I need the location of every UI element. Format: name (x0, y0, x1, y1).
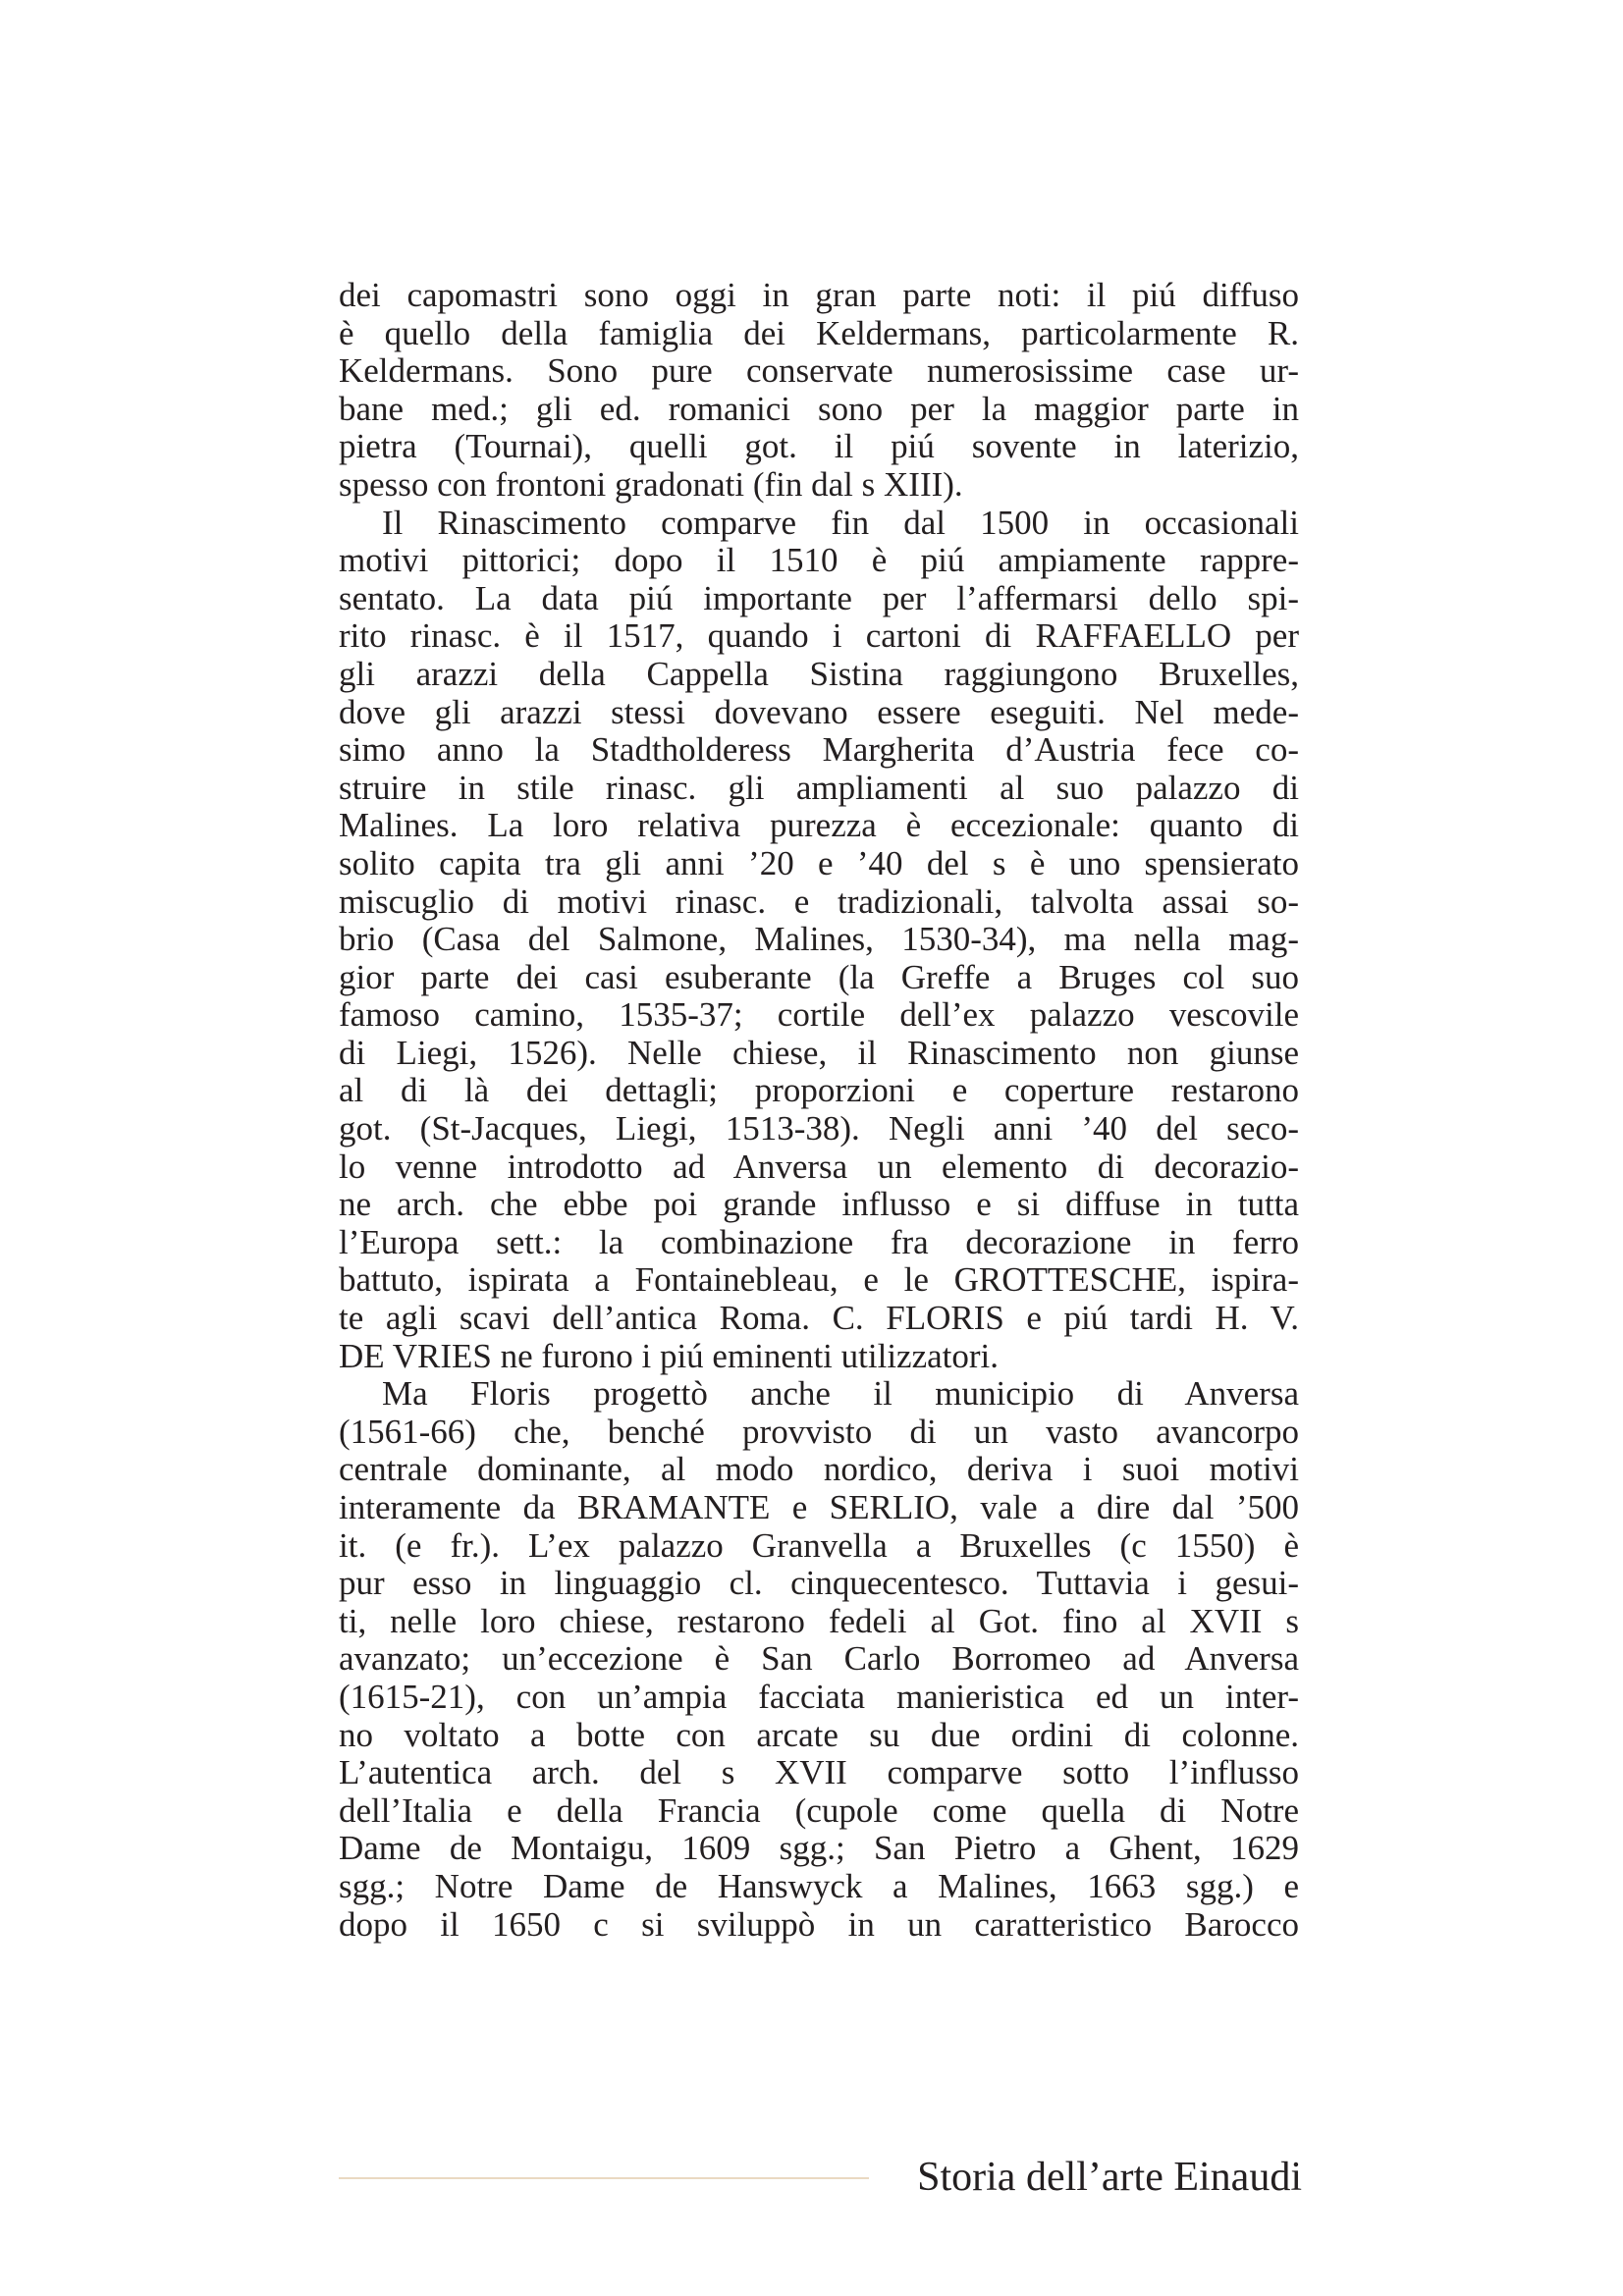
text-line: Malines. La loro relativa purezza è eccezionale: quanto di (339, 806, 1299, 845)
text-line: l’Europa sett.: la combinazione fra decorazione in ferro (339, 1222, 1299, 1261)
text-line: centrale dominante, al modo nordico, deriva i suoi motivi (339, 1450, 1299, 1489)
text-line: pur esso in linguaggio cl. cinquecentesco. Tuttavia i gesui- (339, 1564, 1299, 1603)
text-line: motivi pittorici; dopo il 1510 è piú ampiamente rappre- (339, 541, 1299, 580)
text-line: lo venne introdotto ad Anversa un elemento di decorazio- (339, 1147, 1299, 1186)
text-line: te agli scavi dell’antica Roma. C. FLORIS e piú tardi H. V. (339, 1299, 1299, 1338)
text-line: simo anno la Stadtholderess Margherita d’Austria fece co- (339, 730, 1299, 770)
footer-title: Storia dell’arte Einaudi (917, 2155, 1302, 2200)
text-line: ti, nelle loro chiese, restarono fedeli al Got. fino al XVII s (339, 1601, 1299, 1640)
text-line: battuto, ispirata a Fontainebleau, e le GROTTESCHE, ispira- (339, 1260, 1299, 1300)
footer-rule (339, 2177, 869, 2179)
text-line: avanzato; un’eccezione è San Carlo Borromeo ad Anversa (339, 1639, 1299, 1679)
text-line: L’autentica arch. del s XVII comparve sotto l’influsso (339, 1753, 1299, 1792)
text-line: DE VRIES ne furono i piú eminenti utilizzatori. (339, 1336, 1000, 1375)
text-line: gli arazzi della Cappella Sistina raggiungono Bruxelles, (339, 654, 1299, 693)
text-line: interamente da BRAMANTE e SERLIO, vale a dire dal ’500 (339, 1488, 1299, 1526)
text-line: di Liegi, 1526). Nelle chiese, il Rinascimento non giunse (339, 1033, 1299, 1072)
body-text (339, 277, 1299, 1944)
text-line: Keldermans. Sono pure conservate numerosissime case ur- (339, 351, 1299, 391)
text-line: solito capita tra gli anni ’20 e ’40 del s è uno spensierato (339, 843, 1299, 882)
text-line: miscuglio di motivi rinasc. e tradizionali, talvolta assai so- (339, 881, 1299, 921)
text-line: pietra (Tournai), quelli got. il piú sovente in laterizio, (339, 427, 1299, 466)
text-line: Il Rinascimento comparve fin dal 1500 in occasionali (382, 503, 1299, 542)
text-line: dopo il 1650 c si sviluppò in un caratteristico Barocco (339, 1904, 1299, 1944)
text-line: sentato. La data piú importante per l’affermarsi dello spi- (339, 578, 1299, 617)
text-line: ne arch. che ebbe poi grande influsso e si diffuse in tutta (339, 1185, 1299, 1224)
text-line: spesso con frontoni gradonati (fin dal s XIII). (339, 464, 963, 504)
text-line: (1615-21), con un’ampia facciata manieristica ed un inter- (339, 1677, 1299, 1716)
text-line: (1561-66) che, benché provvisto di un vasto avancorpo (339, 1412, 1299, 1451)
text-line: è quello della famiglia dei Keldermans, particolarmente R. (339, 313, 1299, 352)
text-line: it. (e fr.). L’ex palazzo Granvella a Bruxelles (c 1550) è (339, 1525, 1299, 1565)
text-line: dei capomastri sono oggi in gran parte noti: il piú diffuso (339, 276, 1299, 314)
text-line: brio (Casa del Salmone, Malines, 1530-34), ma nella mag- (339, 920, 1299, 959)
text-line: bane med.; gli ed. romanici sono per la maggior parte in (339, 389, 1299, 428)
text-line: al di là dei dettagli; proporzioni e coperture restarono (339, 1071, 1299, 1110)
text-line: Dame de Montaigu, 1609 sgg.; San Pietro a Ghent, 1629 (339, 1829, 1299, 1868)
text-line: no voltato a botte con arcate su due ordini di colonne. (339, 1715, 1299, 1754)
text-line: sgg.; Notre Dame de Hanswyck a Malines, 1663 sgg.) e (339, 1866, 1299, 1905)
text-line: gior parte dei casi esuberante (la Greffe a Bruges col suo (339, 957, 1299, 996)
text-line: Ma Floris progettò anche il municipio di Anversa (382, 1374, 1299, 1414)
text-line: struire in stile rinasc. gli ampliamenti al suo palazzo di (339, 768, 1299, 807)
text-line: dove gli arazzi stessi dovevano essere eseguiti. Nel mede- (339, 692, 1299, 731)
text-line: dell’Italia e della Francia (cupole come quella di Notre (339, 1790, 1299, 1830)
text-line: rito rinasc. è il 1517, quando i cartoni di RAFFAELLO per (339, 616, 1299, 656)
text-line: famoso camino, 1535-37; cortile dell’ex palazzo vescovile (339, 995, 1299, 1035)
text-line: got. (St-Jacques, Liegi, 1513-38). Negli anni ’40 del seco- (339, 1109, 1299, 1148)
